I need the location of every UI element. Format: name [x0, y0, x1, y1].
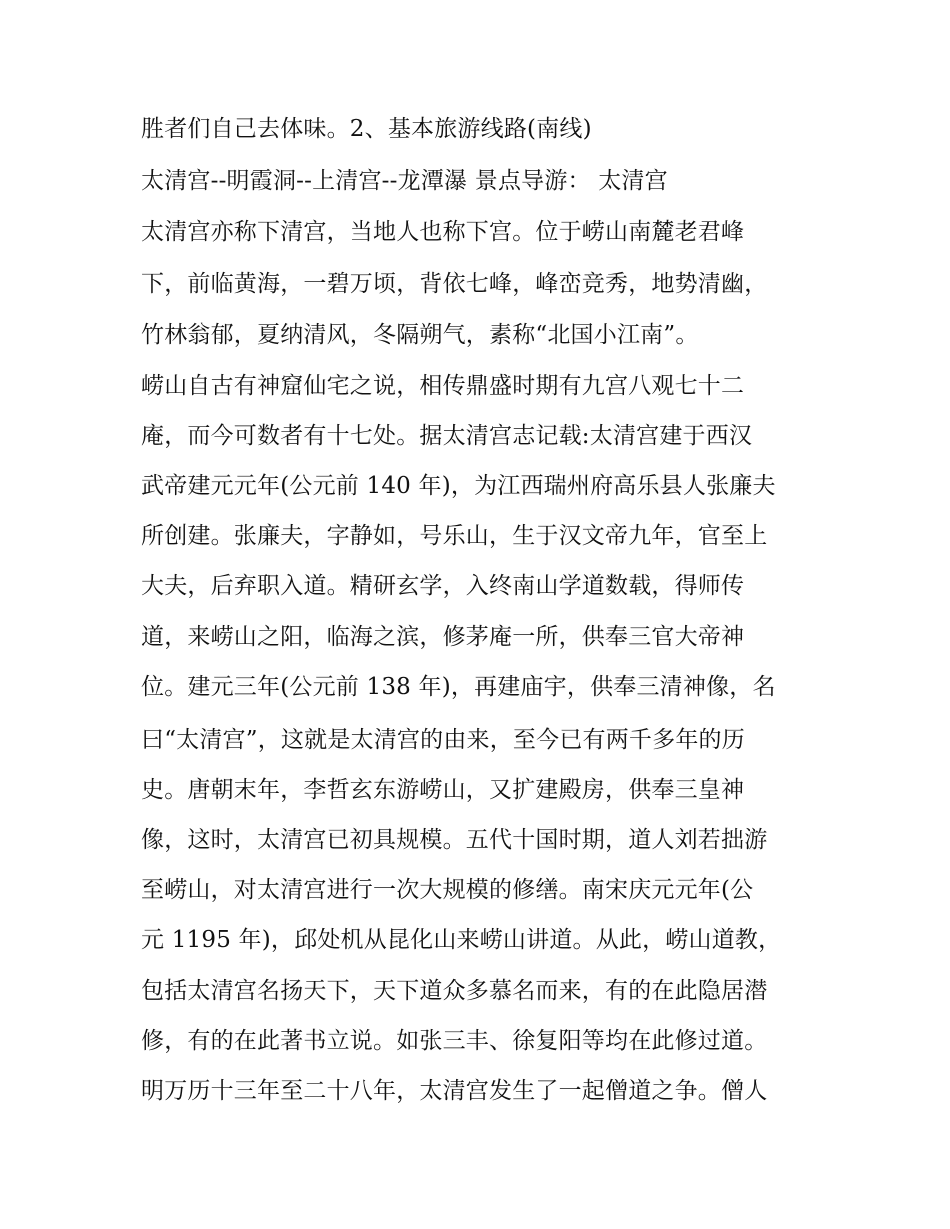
text-line: 下，前临黄海，一碧万顷，背依七峰，峰峦竞秀，地势清幽，: [141, 271, 768, 297]
text-line: 史。唐朝末年，李哲玄东游崂山，又扩建殿房，供奉三皇神: [141, 777, 745, 803]
text-line: 位。建元三年(公元前 138 年)，再建庙宇，供奉三清神像，名: [141, 674, 776, 700]
text-line: 大夫，后弃职入道。精研玄学，入终南山学道数载，得师传: [141, 573, 745, 599]
text-line: 竹林翁郁，夏纳清风，冬隔朔气，素称“北国小江南”。: [141, 322, 699, 348]
text-line: 太清宫--明霞洞--上清宫--龙潭瀑 景点导游： 太清宫: [141, 168, 668, 194]
text-line: 太清宫亦称下清宫，当地人也称下宫。位于崂山南麓老君峰: [141, 219, 745, 245]
text-line: 武帝建元元年(公元前 140 年)，为江西瑞州府高乐县人张廉夫: [141, 473, 776, 499]
text-line: 道，来崂山之阳，临海之滨，修茅庵一所，供奉三官大帝神: [141, 624, 745, 650]
text-line: 庵，而今可数者有十七处。据太清宫志记载:太清宫建于西汉: [141, 423, 753, 449]
text-line: 元 1195 年)，邱处机从昆化山来崂山讲道。从此，崂山道教，: [141, 927, 782, 953]
text-line: 胜者们自己去体味。2、基本旅游线路(南线): [141, 116, 592, 142]
text-line: 明万历十三年至二十八年，太清宫发生了一起僧道之争。僧人: [141, 1078, 768, 1104]
text-line: 曰“太清宫”，这就是太清宫的由来，至今已有两千多年的历: [141, 727, 745, 753]
text-line: 所创建。张廉夫，字静如，号乐山，生于汉文帝九年，官至上: [141, 523, 768, 549]
text-line: 像，这时，太清宫已初具规模。五代十国时期，道人刘若拙游: [141, 827, 768, 853]
text-line: 崂山自古有神窟仙宅之说，相传鼎盛时期有九宫八观七十二: [141, 373, 745, 399]
text-line: 至崂山，对太清宫进行一次大规模的修缮。南宋庆元元年(公: [141, 877, 754, 903]
text-line: 包括太清宫名扬天下，天下道众多慕名而来，有的在此隐居潜: [141, 978, 768, 1004]
text-line: 修，有的在此著书立说。如张三丰、徐复阳等均在此修过道。: [141, 1028, 768, 1054]
